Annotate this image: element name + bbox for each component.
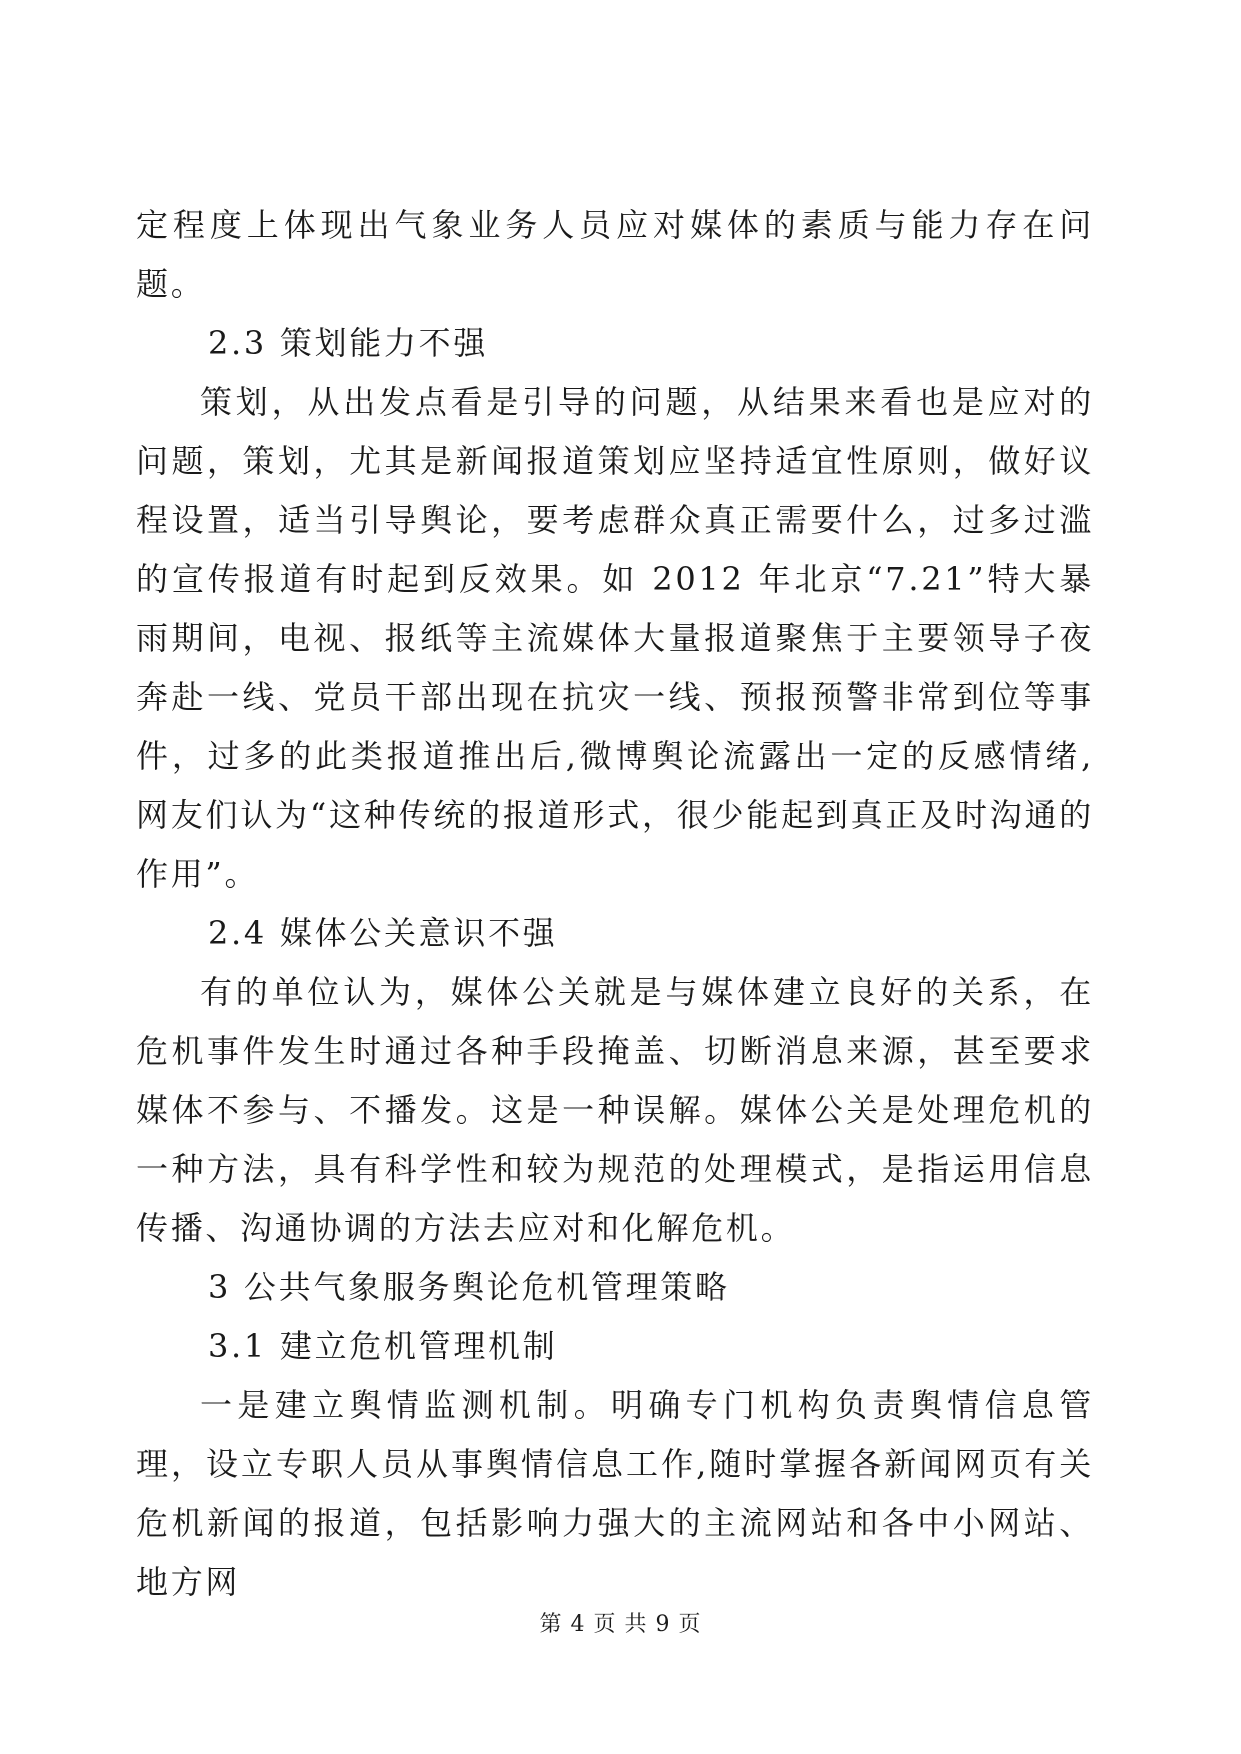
paragraph-monitoring: 一是建立舆情监测机制。明确专门机构负责舆情信息管理，设立专职人员从事舆情信息工作,随时掌握各新闻网页有关危机新闻的报道，包括影响力强大的主流网站和各中小网站、地方网 (136, 1386, 1094, 1601)
section-heading-2-3: 2.3 策划能力不强 (208, 324, 489, 362)
paragraph-continuation: 定程度上体现出气象业务人员应对媒体的素质与能力存在问题。 (136, 206, 1094, 303)
page-number-footer: 第 4 页 共 9 页 (539, 1612, 702, 1637)
section-heading-3-1: 3.1 建立危机管理机制 (208, 1327, 558, 1365)
section-heading-3: 3 公共气象服务舆论危机管理策略 (208, 1268, 730, 1306)
paragraph-media-pr: 有的单位认为，媒体公关就是与媒体建立良好的关系，在危机事件发生时通过各种手段掩盖、切断消息来源，甚至要求媒体不参与、不播发。这是一种误解。媒体公关是处理危机的一种方法，具有科学性和较为规范的处理模式，是指运用信息传播、沟通协调的方法去应对和化解危机。 (136, 973, 1094, 1247)
section-heading-2-4: 2.4 媒体公关意识不强 (208, 914, 558, 952)
document-body (136, 196, 1094, 1612)
paragraph-planning: 策划，从出发点看是引导的问题，从结果来看也是应对的问题，策划，尤其是新闻报道策划应坚持适宜性原则，做好议程设置，适当引导舆论，要考虑群众真正需要什么，过多过滥的宣传报道有时起到反效果。如 2012 年北京“7.21”特大暴雨期间，电视、报纸等主流媒体大量报道聚焦于主要领导子夜奔赴一线、党员干部出现在抗灾一线、预报预警非常到位等事件，过多的此类报道推出后,微博舆论流露出一定的反感情绪,网友们认为“这种传统的报道形式，很少能起到真正及时沟通的作用”。 (136, 383, 1094, 893)
